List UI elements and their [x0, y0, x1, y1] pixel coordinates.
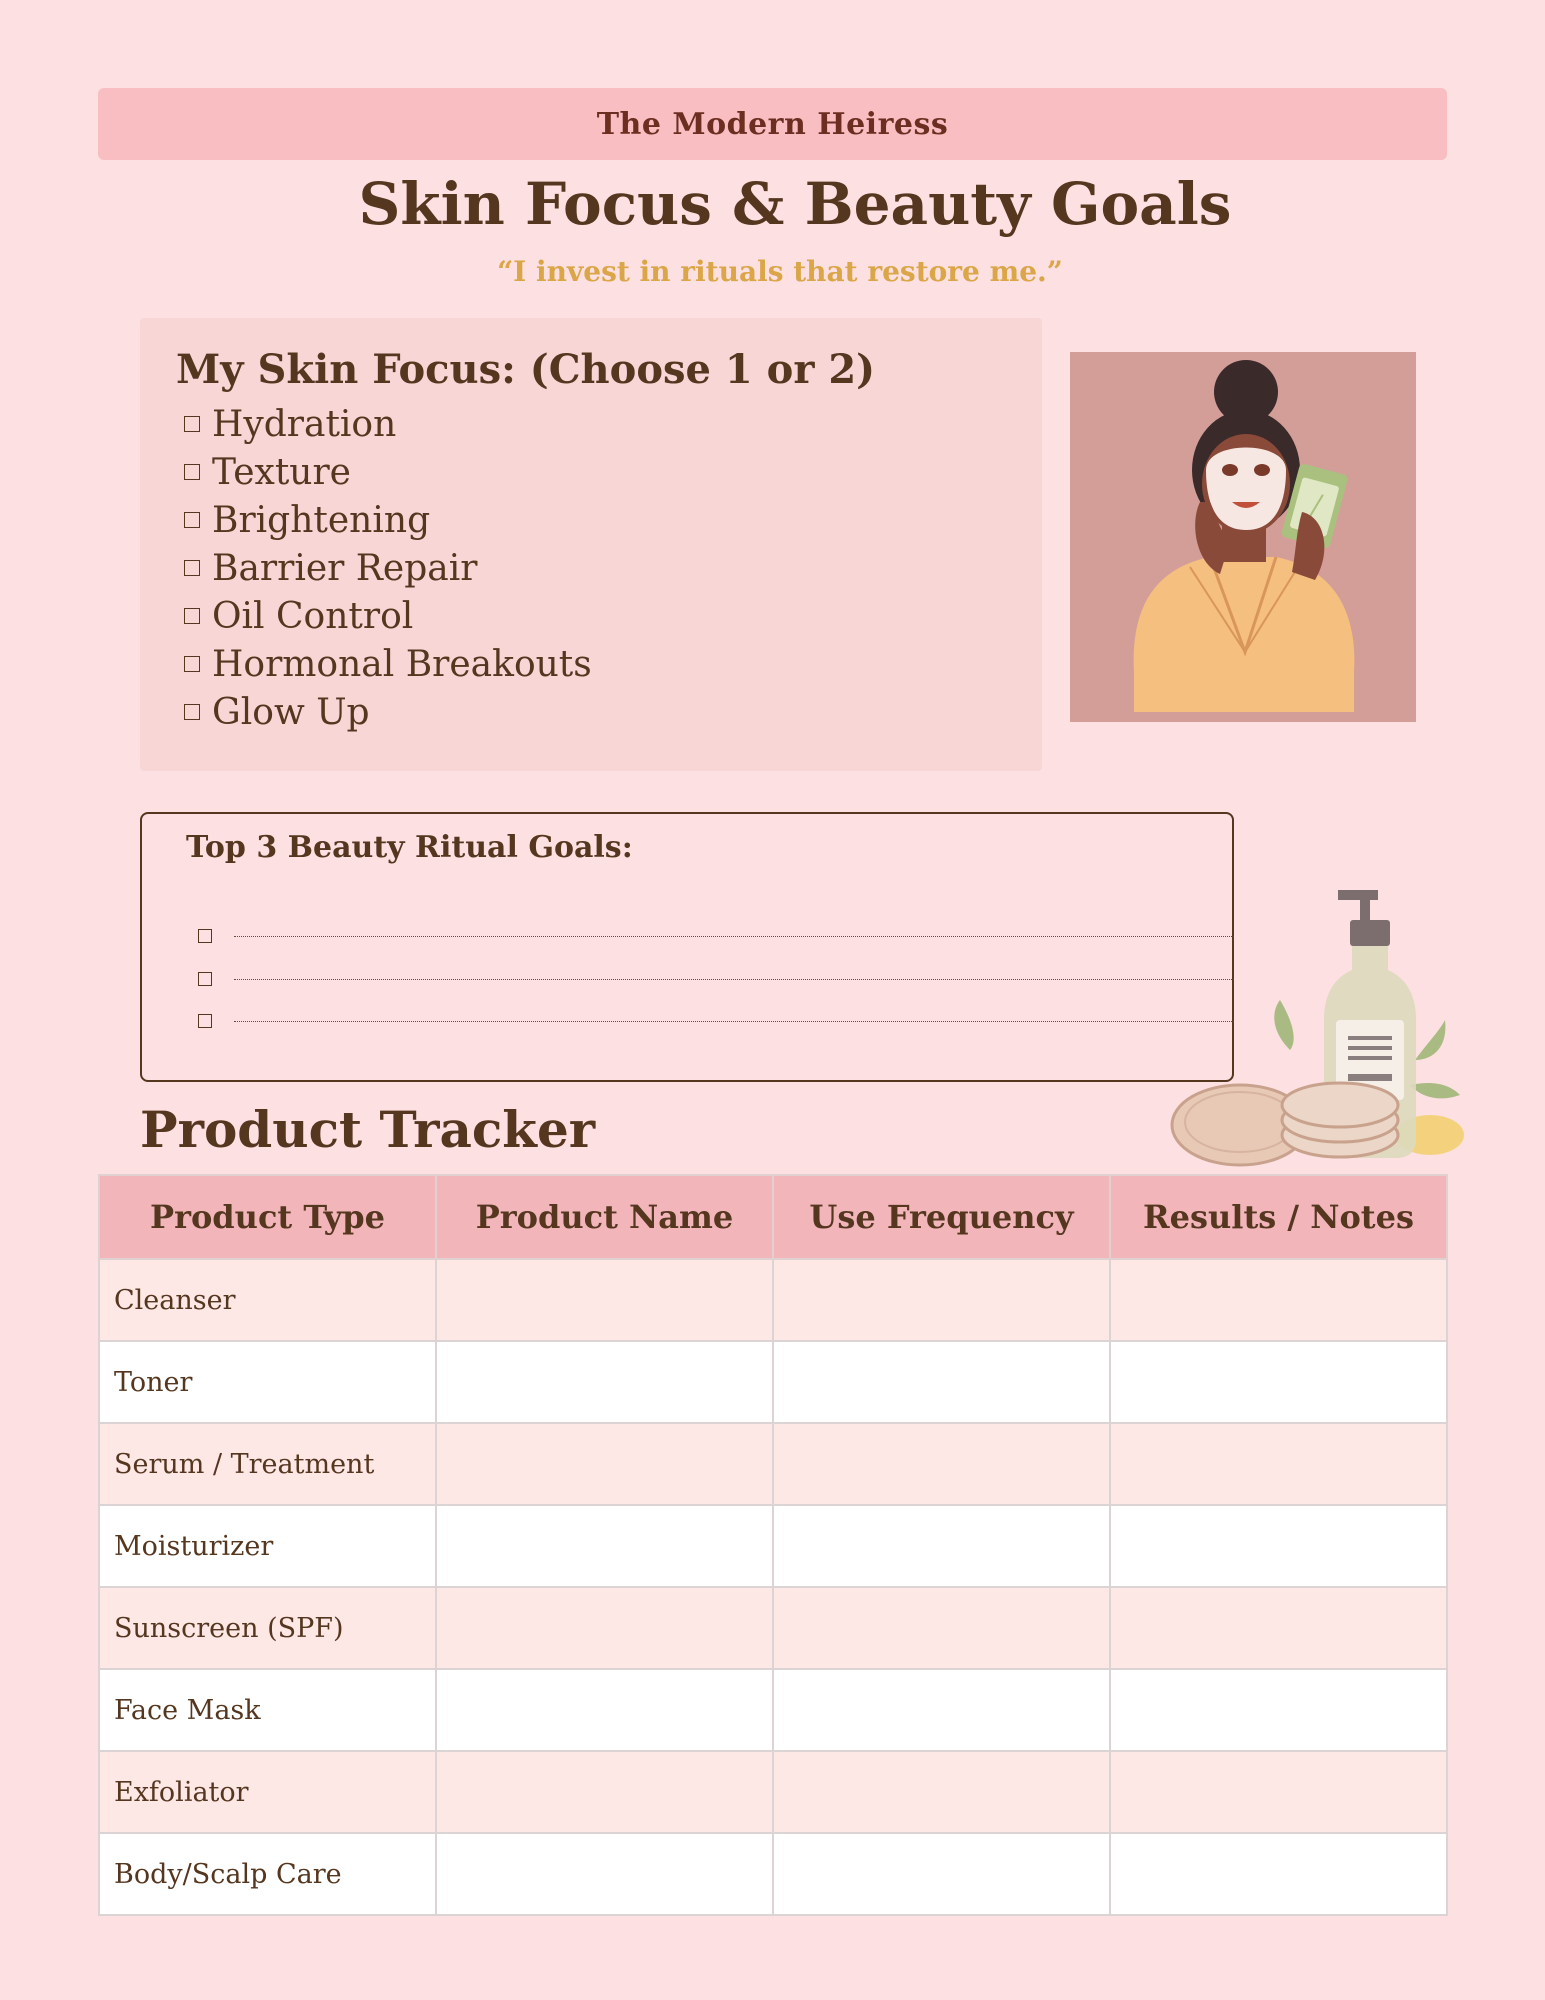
option-label: Brightening: [212, 499, 431, 541]
checkbox[interactable]: [184, 656, 200, 672]
brand-name: The Modern Heiress: [596, 106, 949, 142]
product-name-cell[interactable]: [436, 1341, 773, 1423]
results-notes-cell[interactable]: [1110, 1341, 1447, 1423]
table-header-row: [99, 1175, 1447, 1259]
product-type-cell: Sunscreen (SPF): [99, 1587, 436, 1669]
product-type-cell: Cleanser: [99, 1259, 436, 1341]
product-type-cell: Exfoliator: [99, 1751, 436, 1833]
checkbox[interactable]: [184, 464, 200, 480]
results-notes-cell[interactable]: [1110, 1587, 1447, 1669]
checkbox[interactable]: [184, 608, 200, 624]
skin-focus-heading: My Skin Focus: (Choose 1 or 2): [176, 346, 876, 393]
column-header-results-notes: Results / Notes: [1110, 1175, 1447, 1259]
skin-focus-option[interactable]: [184, 592, 592, 640]
use-frequency-cell[interactable]: [773, 1833, 1110, 1915]
skin-focus-option[interactable]: [184, 496, 592, 544]
table-row: [99, 1505, 1447, 1587]
table-row: [99, 1423, 1447, 1505]
skin-focus-option[interactable]: [184, 640, 592, 688]
product-name-cell[interactable]: [436, 1505, 773, 1587]
option-label: Glow Up: [212, 691, 370, 733]
product-name-cell[interactable]: [436, 1833, 773, 1915]
product-type-cell: Serum / Treatment: [99, 1423, 436, 1505]
checkbox[interactable]: [184, 560, 200, 576]
results-notes-cell[interactable]: [1110, 1505, 1447, 1587]
face-mask-illustration: [1070, 352, 1416, 722]
option-label: Texture: [212, 451, 351, 493]
product-tracker-table: [98, 1174, 1448, 1916]
product-name-cell[interactable]: [436, 1587, 773, 1669]
table-row: [99, 1669, 1447, 1751]
checkbox[interactable]: [198, 1014, 212, 1028]
skincare-products-illustration: [1160, 880, 1470, 1180]
product-type-cell: Body/Scalp Care: [99, 1833, 436, 1915]
product-name-cell[interactable]: [436, 1259, 773, 1341]
skin-focus-option[interactable]: [184, 544, 592, 592]
results-notes-cell[interactable]: [1110, 1423, 1447, 1505]
product-type-cell: Face Mask: [99, 1669, 436, 1751]
beauty-goals-panel: [140, 812, 1234, 1082]
results-notes-cell[interactable]: [1110, 1259, 1447, 1341]
page-title: Skin Focus & Beauty Goals: [358, 170, 1232, 238]
table-row: [99, 1341, 1447, 1423]
checkbox[interactable]: [184, 704, 200, 720]
pump-bottle-icon: [1160, 880, 1470, 1180]
product-type-cell: Moisturizer: [99, 1505, 436, 1587]
checkbox[interactable]: [198, 929, 212, 943]
checkbox[interactable]: [184, 416, 200, 432]
use-frequency-cell[interactable]: [773, 1505, 1110, 1587]
column-header-product-type: Product Type: [99, 1175, 436, 1259]
checkbox[interactable]: [184, 512, 200, 528]
skin-focus-option[interactable]: [184, 448, 592, 496]
option-label: Hydration: [212, 403, 397, 445]
skin-focus-option[interactable]: [184, 400, 592, 448]
product-name-cell[interactable]: [436, 1751, 773, 1833]
results-notes-cell[interactable]: [1110, 1669, 1447, 1751]
brand-banner: [98, 88, 1447, 160]
goal-input-line[interactable]: [234, 1021, 1234, 1022]
goal-row[interactable]: [198, 926, 1234, 946]
results-notes-cell[interactable]: [1110, 1751, 1447, 1833]
results-notes-cell[interactable]: [1110, 1833, 1447, 1915]
use-frequency-cell[interactable]: [773, 1669, 1110, 1751]
use-frequency-cell[interactable]: [773, 1587, 1110, 1669]
product-name-cell[interactable]: [436, 1669, 773, 1751]
checkbox[interactable]: [198, 972, 212, 986]
table-row: [99, 1259, 1447, 1341]
skin-focus-list: [184, 400, 592, 736]
goal-row[interactable]: [198, 1011, 1234, 1031]
use-frequency-cell[interactable]: [773, 1751, 1110, 1833]
affirmation-quote: “I invest in rituals that restore me.”: [497, 255, 1063, 288]
table-row: [99, 1587, 1447, 1669]
skin-focus-option[interactable]: [184, 688, 592, 736]
skin-focus-panel: [140, 318, 1042, 771]
goal-input-line[interactable]: [234, 936, 1234, 937]
option-label: Barrier Repair: [212, 547, 478, 589]
goal-row[interactable]: [198, 969, 1234, 989]
use-frequency-cell[interactable]: [773, 1259, 1110, 1341]
beauty-goals-heading: Top 3 Beauty Ritual Goals:: [186, 830, 633, 865]
table-row: [99, 1833, 1447, 1915]
option-label: Oil Control: [212, 595, 414, 637]
goal-input-line[interactable]: [234, 979, 1234, 980]
woman-face-mask-icon: [1070, 352, 1416, 722]
column-header-product-name: Product Name: [436, 1175, 773, 1259]
option-label: Hormonal Breakouts: [212, 643, 592, 685]
table-row: [99, 1751, 1447, 1833]
column-header-use-frequency: Use Frequency: [773, 1175, 1110, 1259]
product-type-cell: Toner: [99, 1341, 436, 1423]
product-tracker-title: Product Tracker: [140, 1100, 596, 1159]
use-frequency-cell[interactable]: [773, 1341, 1110, 1423]
use-frequency-cell[interactable]: [773, 1423, 1110, 1505]
product-name-cell[interactable]: [436, 1423, 773, 1505]
